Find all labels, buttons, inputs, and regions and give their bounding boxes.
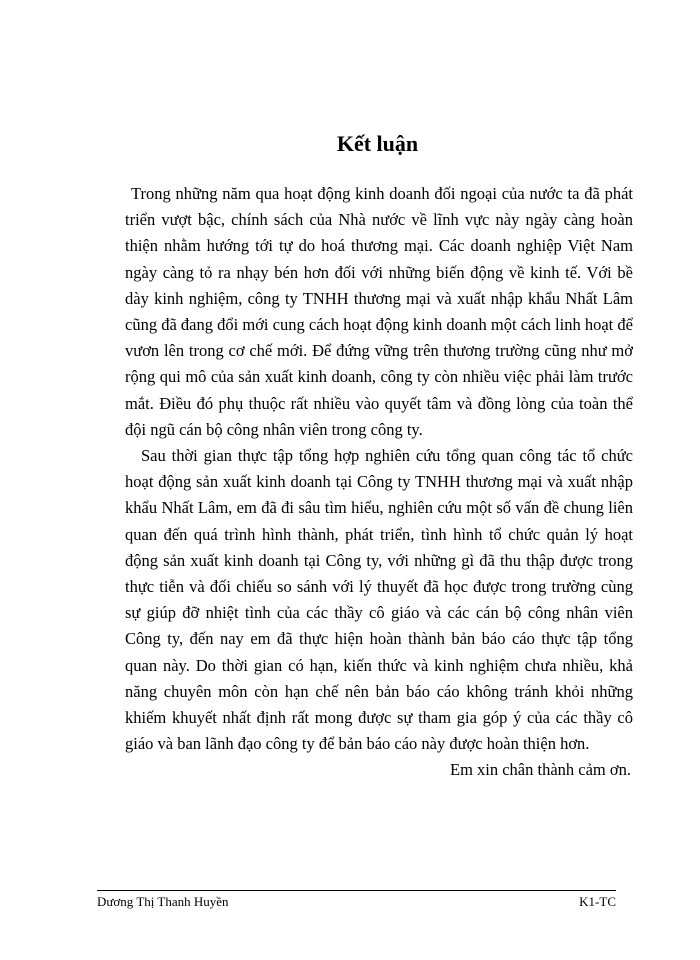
footer-author: Dương Thị Thanh Huyền [97,894,229,909]
page-footer [97,894,616,910]
footer-divider [97,890,616,891]
paragraph-2: Sau thời gian thực tập tổng hợp nghiên cứu tổng quan công tác tổ chức hoạt động sản xuất kinh doanh tại Công ty TNHH thương mại và xuất nhập khẩu Nhất Lâm, em đã đi sâu tìm hiểu, nghiên cứu một số vấn đề chung liên quan đến quá trình hình thành, phát triển, tình hình tổ chức quản lý hoạt động sản xuất kinh doanh tại Công ty, với những gì đã thu thập được trong thực tiễn và đối chiếu so sánh với lý thuyết đã học được trong trường cùng sự giúp đỡ nhiệt tình của các thầy cô giáo và các cán bộ công nhân viên Công ty, đến nay em đã thực hiện hoàn thành bản báo cáo thực tập tổng quan này. Do thời gian có hạn, kiến thức và kinh nghiệm chưa nhiều, khả năng chuyên môn còn hạn chế nên bản báo cáo không tránh khỏi những khiếm khuyết nhất định rất mong được sự tham gia góp ý của các thầy cô giáo và ban lãnh đạo công ty để bản báo cáo này được hoàn thiện hơn. [125,446,633,754]
paragraph-1: Trong những năm qua hoạt động kinh doanh đối ngoại của nước ta đã phát triển vượt bậc, chính sách của Nhà nước về lĩnh vực này ngày càng hoàn thiện nhằm hướng tới tự do hoá thương mại. Các doanh nghiệp Việt Nam ngày càng tỏ ra nhạy bén hơn đối với những biến động về kinh tế. Với bề dày kinh nghiệm, công ty TNHH thương mại và xuất nhập khẩu Nhất Lâm cũng đã đang đổi mới cung cách hoạt động kinh doanh một cách linh hoạt để vươn lên trong cơ chế mới. Để đứng vững trên thương trường cũng như mở rộng qui mô của sản xuất kinh doanh, công ty còn nhiều việc phải làm trước mắt. Điều đó phụ thuộc rất nhiều vào quyết tâm và đồng lòng của toàn thể đội ngũ cán bộ công nhân viên trong công ty. [125,184,633,439]
closing-thanks: Em xin chân thành cảm ơn. [449,760,631,780]
document-body [125,181,633,784]
page-title: Kết luận [336,131,419,156]
footer-class-code: K1-TC [579,894,616,909]
